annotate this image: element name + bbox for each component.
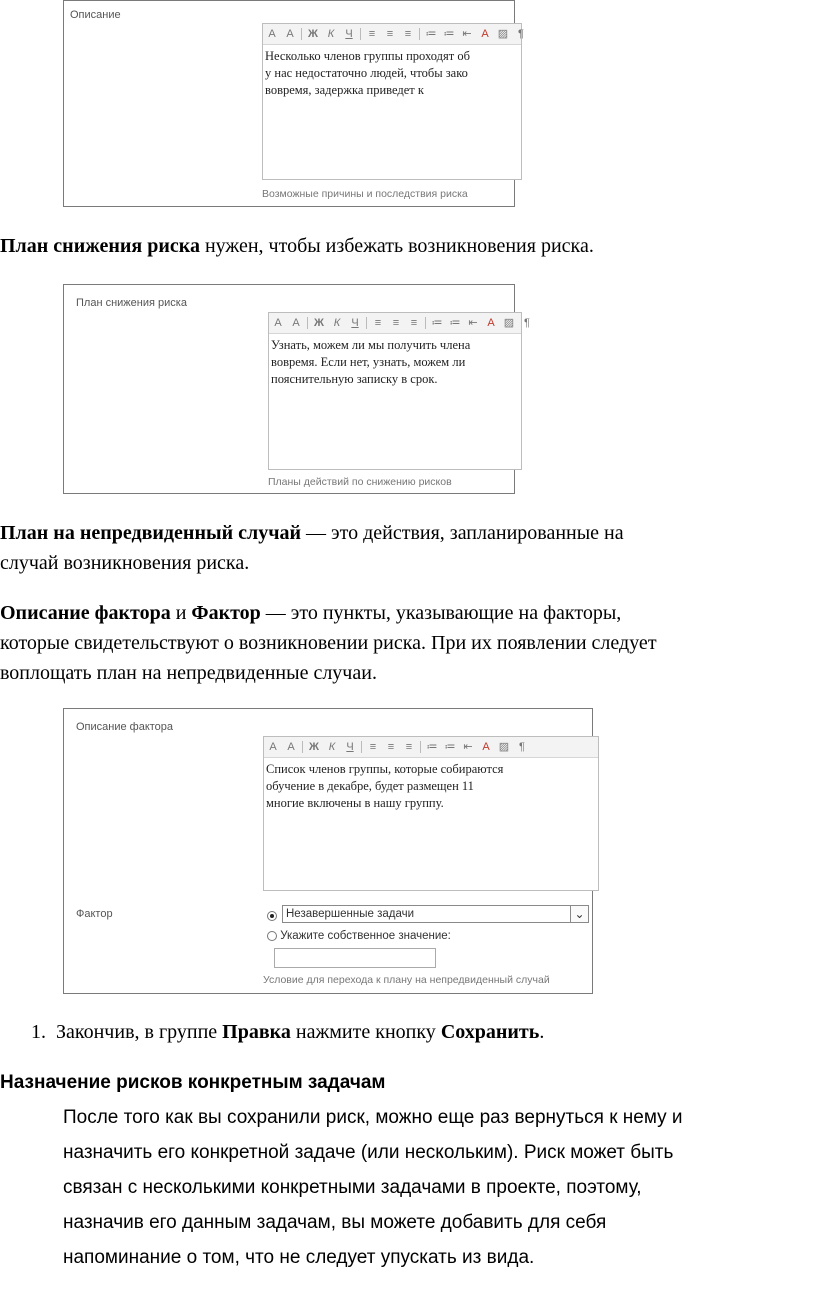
numbered-list-icon[interactable]: ≔ [426, 741, 438, 753]
bulleted-list-icon[interactable]: ≔ [443, 28, 455, 40]
outdent-icon[interactable]: ⇤ [468, 317, 478, 329]
toolbar-separator [302, 741, 303, 753]
bold-icon[interactable]: Ж [314, 317, 324, 329]
trigger-description-label: Описание фактора [76, 721, 174, 733]
text-color-icon[interactable]: A [481, 28, 489, 40]
underline-icon[interactable]: Ч [351, 317, 359, 329]
bulleted-list-icon[interactable]: ≔ [449, 317, 461, 329]
align-left-icon[interactable]: ≡ [374, 317, 382, 329]
section-heading: Назначение рисков конкретным задачам [0, 1072, 386, 1093]
trigger-description-editor[interactable] [263, 736, 599, 891]
toolbar-separator [360, 28, 361, 40]
highlight-icon[interactable]: ▨ [497, 28, 509, 40]
trigger-option-select[interactable] [267, 907, 277, 925]
section-body: После того как вы сохранили риск, можно еще раз вернуться к нему и назначить его конкретной задаче (или нескольким). Риск может быть связан с несколькими конкретными задачами в проекте, поэтому, назначив его данным задачам, вы можете добавить для себя напоминание о том, что не следует упускать из вида. [63, 1107, 683, 1268]
description-label: Описание [70, 9, 121, 21]
font-color-icon[interactable]: A [274, 317, 282, 329]
toolbar-separator [307, 317, 308, 329]
description-editor[interactable] [262, 23, 522, 180]
mitigation-editor[interactable] [268, 312, 530, 470]
align-right-icon[interactable]: ≡ [410, 317, 418, 329]
align-center-icon[interactable]: ≡ [392, 317, 400, 329]
italic-icon[interactable]: К [328, 741, 336, 753]
formatting-toolbar [263, 24, 524, 45]
trigger-label: Фактор [76, 908, 113, 920]
text-color-icon[interactable]: A [482, 741, 490, 753]
radio-selected-icon[interactable] [267, 911, 277, 921]
italic-icon[interactable]: К [327, 28, 335, 40]
description-hint: Возможные причины и последствия риска [262, 188, 468, 200]
trigger-select-value: Незавершенные задачи [286, 908, 415, 920]
highlight-icon[interactable]: ▨ [503, 317, 515, 329]
numbered-list-icon[interactable]: ≔ [431, 317, 443, 329]
italic-icon[interactable]: К [333, 317, 341, 329]
align-left-icon[interactable]: ≡ [369, 741, 377, 753]
toolbar-separator [366, 317, 367, 329]
bold-icon[interactable]: Ж [309, 741, 319, 753]
trigger-select[interactable] [282, 905, 589, 923]
align-right-icon[interactable]: ≡ [405, 741, 413, 753]
align-center-icon[interactable]: ≡ [387, 741, 395, 753]
paragraph-mitigation: План снижения риска нужен, чтобы избежать возникновения риска. [0, 235, 594, 257]
outdent-icon[interactable]: ⇤ [462, 28, 472, 40]
paragraph-trigger: Описание фактора и Фактор — это пункты, указывающие на факторы, которые свидетельствуют о возникновении риска. При их появлении следует воплощать план на непредвиденные случаи. [0, 602, 657, 684]
formatting-toolbar [269, 313, 530, 334]
chevron-down-icon[interactable]: ⌄ [570, 906, 588, 922]
font-size-icon[interactable]: A [286, 28, 294, 40]
formatting-toolbar [264, 737, 598, 758]
font-size-icon[interactable]: A [292, 317, 300, 329]
custom-value-option[interactable] [267, 930, 451, 942]
step-save: 1. Закончив, в группе Правка нажмите кнопку Сохранить. [31, 1021, 545, 1043]
trigger-panel [63, 708, 593, 994]
align-right-icon[interactable]: ≡ [404, 28, 412, 40]
radio-empty-icon[interactable] [267, 931, 277, 941]
paragraph-icon[interactable]: ¶ [518, 28, 524, 40]
toolbar-separator [419, 28, 420, 40]
trigger-description-text[interactable]: Список членов группы, которые собираются обучение в декабре, будет размещен 11 многие включены в нашу группу. [266, 762, 504, 810]
mitigation-panel [63, 284, 530, 494]
paragraph-icon[interactable]: ¶ [524, 317, 530, 329]
paragraph-contingency: План на непредвиденный случай — это действия, запланированные на случай возникновения риска. [0, 522, 624, 574]
toolbar-separator [425, 317, 426, 329]
outdent-icon[interactable]: ⇤ [463, 741, 473, 753]
custom-value-input[interactable] [274, 948, 436, 968]
mitigation-hint: Планы действий по снижению рисков [268, 476, 452, 488]
highlight-icon[interactable]: ▨ [498, 741, 510, 753]
align-left-icon[interactable]: ≡ [368, 28, 376, 40]
trigger-hint: Условие для перехода к плану на непредвиденный случай [263, 974, 550, 986]
numbered-list-icon[interactable]: ≔ [425, 28, 437, 40]
font-color-icon[interactable]: A [268, 28, 276, 40]
toolbar-separator [301, 28, 302, 40]
font-color-icon[interactable]: A [269, 741, 277, 753]
underline-icon[interactable]: Ч [346, 741, 354, 753]
mitigation-text[interactable]: Узнать, можем ли мы получить члена вовремя. Если нет, узнать, можем ли пояснительную записку в срок. [271, 338, 471, 386]
mitigation-label: План снижения риска [76, 297, 187, 309]
custom-value-label: Укажите собственное значение: [280, 930, 451, 942]
font-size-icon[interactable]: A [287, 741, 295, 753]
description-panel [63, 0, 524, 207]
paragraph-icon[interactable]: ¶ [519, 741, 525, 753]
bulleted-list-icon[interactable]: ≔ [444, 741, 456, 753]
toolbar-separator [420, 741, 421, 753]
toolbar-separator [361, 741, 362, 753]
bold-icon[interactable]: Ж [308, 28, 318, 40]
align-center-icon[interactable]: ≡ [386, 28, 394, 40]
text-color-icon[interactable]: A [487, 317, 495, 329]
description-text[interactable]: Несколько членов группы проходят об у нас недостаточно людей, чтобы зако вовремя, задержка приведет к [265, 49, 470, 97]
underline-icon[interactable]: Ч [345, 28, 353, 40]
